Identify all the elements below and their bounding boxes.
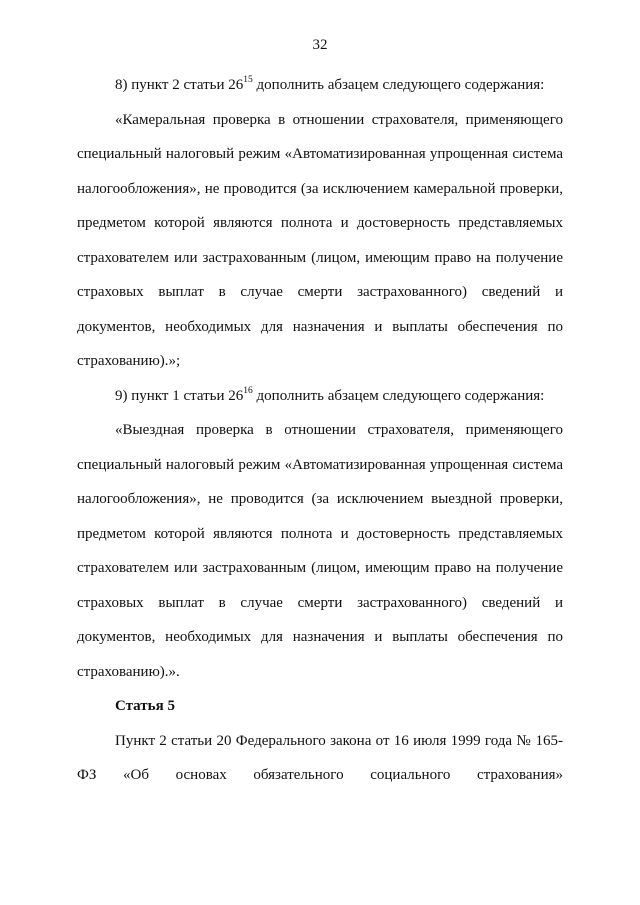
item-9-intro: [77, 379, 563, 414]
page-number: 32: [312, 37, 328, 53]
article-5-heading: Статья 5: [115, 698, 175, 714]
article-5-text: Пункт 2 статьи 20 Федерального закона от 16 июля 1999 года № 165-ФЗ «Об основах обязательного социального страхования»: [77, 732, 563, 783]
item-9-intro-tail: дополнить абзацем следующего содержания:: [252, 387, 545, 404]
item-8-intro-tail: дополнить абзацем следующего содержания:: [252, 77, 545, 93]
item-8-superscript: 15: [243, 75, 253, 85]
document-body: [77, 68, 563, 793]
item-8-intro: [77, 68, 563, 103]
item-8-intro-text: 8) пункт 2 статьи 26: [115, 77, 244, 93]
item-8-quote: «Камеральная проверка в отношении страхователя, применяющего специальный налоговый режим «Автоматизированная упрощенная система налогообложения», не проводится (за исключением камеральной проверки, предметом которой являются полнота и достоверность представляемых страхователем или застрахованным (лицом, имеющим право на получение страховых выплат в случае смерти застрахованного) сведений и документов, необходимых для назначения и выплаты обеспечения по страхованию).»;: [77, 111, 563, 369]
item-9-intro-text: 9) пункт 1 статьи 26: [115, 387, 244, 404]
item-9-quote: «Выездная проверка в отношении страхователя, применяющего специальный налоговый режим «Автоматизированная упрощенная система налогообложения», не проводится (за исключением выездной проверки, предметом которой являются полнота и достоверность представляемых страхователем или застрахованным (лицом, имеющим право на получение страховых выплат в случае смерти застрахованного) сведений и документов, необходимых для назначения и выплаты обеспечения по страхованию).».: [77, 422, 563, 680]
item-9-superscript: 16: [243, 385, 253, 396]
